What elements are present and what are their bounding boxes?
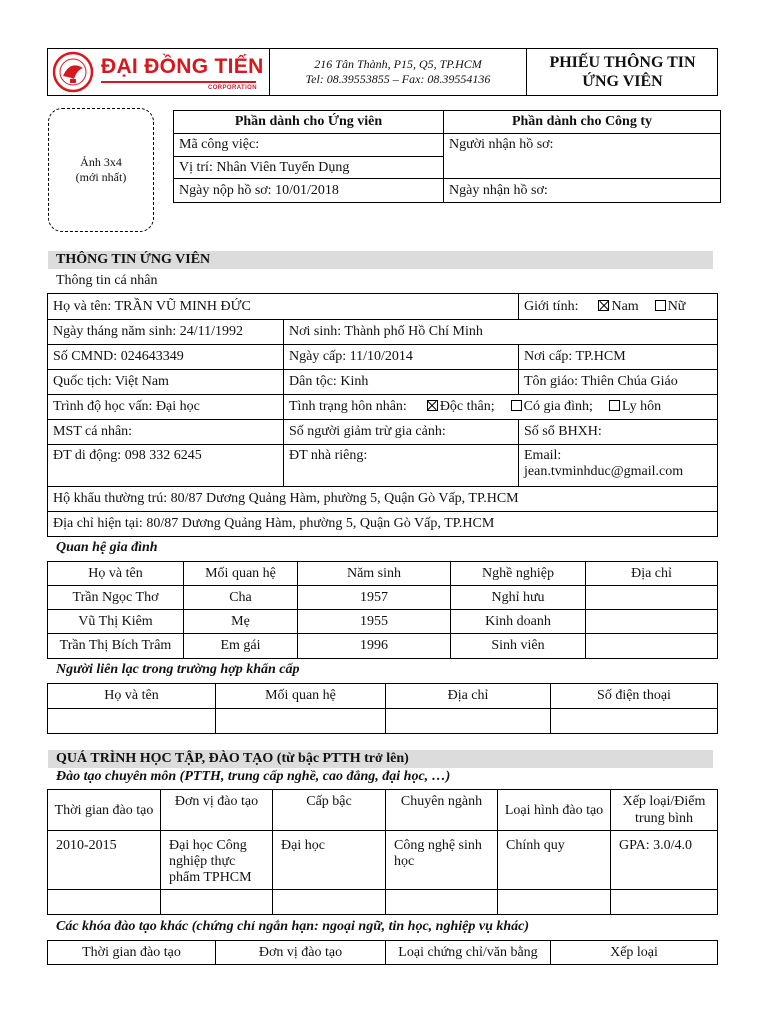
company-emblem-icon — [52, 51, 94, 93]
tax-code-cell: MST cá nhân: — [48, 420, 284, 445]
edu-level — [273, 890, 386, 915]
marital-single-checkbox[interactable] — [427, 400, 438, 411]
family-occupation: Nghỉ hưu — [451, 586, 586, 610]
family-address — [586, 634, 718, 659]
course-col-grade: Xếp loại — [551, 941, 718, 965]
table-row — [48, 586, 718, 610]
family-title: Quan hệ gia đình — [56, 540, 158, 555]
birthplace-cell: Nơi sinh: Thành phố Hồ Chí Minh — [284, 320, 718, 345]
emergency-relation — [216, 709, 386, 734]
edu-col-institution: Đơn vị đào tạo — [161, 790, 273, 831]
edu-institution — [161, 890, 273, 915]
family-col-birth-year: Năm sinh — [298, 562, 451, 586]
professional-training-table — [47, 789, 718, 915]
table-row — [48, 709, 718, 734]
table-row — [48, 890, 718, 915]
emergency-col-address: Địa chỉ — [386, 684, 551, 709]
course-col-certificate: Loại chứng chỉ/văn bằng — [386, 941, 551, 965]
family-col-name: Họ và tên — [48, 562, 184, 586]
id-number-cell: Số CMND: 024643349 — [48, 345, 284, 370]
family-occupation: Kinh doanh — [451, 610, 586, 634]
family-relation: Cha — [184, 586, 298, 610]
table-header-row — [48, 684, 718, 709]
family-address — [586, 610, 718, 634]
edu-col-mode: Loại hình đào tạo — [498, 790, 611, 831]
dependents-cell: Số người giảm trừ gia cảnh: — [284, 420, 519, 445]
photo-label: Ảnh 3x4 — [80, 155, 122, 169]
emergency-col-name: Họ và tên — [48, 684, 216, 709]
course-col-institution: Đơn vị đào tạo — [216, 941, 386, 965]
emergency-contact-title: Người liên lạc trong trường hợp khẩn cấp — [56, 662, 300, 677]
company-contact — [269, 49, 526, 95]
gender-male-checkbox[interactable] — [598, 300, 609, 311]
form-title: PHIẾU THÔNG TIN ỨNG VIÊN — [526, 49, 718, 95]
section-title-education: QUÁ TRÌNH HỌC TẬP, ĐÀO TẠO (từ bậc PTTH trở lên) — [48, 750, 713, 768]
section-title-candidate-info: THÔNG TIN ỨNG VIÊN — [48, 251, 713, 269]
family-relation: Mẹ — [184, 610, 298, 634]
emergency-address — [386, 709, 551, 734]
receive-date-cell: Ngày nhận hồ sơ: — [444, 179, 721, 203]
emergency-name — [48, 709, 216, 734]
table-row — [48, 831, 718, 890]
family-name: Trần Thị Bích Trâm — [48, 634, 184, 659]
edu-mode: Chính quy — [498, 831, 611, 890]
company-section-header: Phần dành cho Công ty — [444, 111, 721, 134]
emergency-contact-table — [47, 683, 718, 734]
full-name-cell: Họ và tên: TRẦN VŨ MINH ĐỨC — [48, 294, 519, 320]
family-address — [586, 586, 718, 610]
email-value: jean.tvminhduc@gmail.com — [524, 464, 684, 479]
dob-cell: Ngày tháng năm sinh: 24/11/1992 — [48, 320, 284, 345]
email-cell — [519, 445, 718, 487]
religion-cell: Tôn giáo: Thiên Chúa Giáo — [519, 370, 718, 395]
edu-level: Đại học — [273, 831, 386, 890]
table-row — [48, 634, 718, 659]
form-header — [47, 48, 718, 96]
family-birth-year: 1957 — [298, 586, 451, 610]
candidate-section-header: Phần dành cho Ứng viên — [174, 111, 444, 134]
ethnicity-cell: Dân tộc: Kinh — [284, 370, 519, 395]
table-header-row — [48, 790, 718, 831]
receiver-cell: Người nhận hồ sơ: — [444, 134, 721, 179]
issue-place-cell: Nơi cấp: TP.HCM — [519, 345, 718, 370]
permanent-address-cell: Hộ khẩu thường trú: 80/87 Dương Quảng Hàm, phường 5, Quận Gò Vấp, TP.HCM — [48, 487, 718, 512]
edu-grade: GPA: 3.0/4.0 — [611, 831, 718, 890]
email-label: Email: — [524, 448, 562, 463]
company-name: ĐẠI ĐỒNG TIẾN — [101, 55, 264, 78]
family-occupation: Sinh viên — [451, 634, 586, 659]
marital-married-checkbox[interactable] — [511, 400, 522, 411]
table-header-row — [48, 562, 718, 586]
current-address-cell: Địa chỉ hiện tại: 80/87 Dương Quảng Hàm, phường 5, Quận Gò Vấp, TP.HCM — [48, 512, 718, 537]
personal-info-subtitle: Thông tin cá nhân — [56, 273, 158, 288]
other-courses-table — [47, 940, 718, 965]
edu-col-major: Chuyên ngành — [386, 790, 498, 831]
family-name: Vũ Thị Kiêm — [48, 610, 184, 634]
edu-mode — [498, 890, 611, 915]
course-col-period: Thời gian đào tạo — [48, 941, 216, 965]
family-col-relation: Mối quan hệ — [184, 562, 298, 586]
nationality-cell: Quốc tịch: Việt Nam — [48, 370, 284, 395]
family-birth-year: 1996 — [298, 634, 451, 659]
edu-col-period: Thời gian đào tạo — [48, 790, 161, 831]
edu-major: Công nghệ sinh học — [386, 831, 498, 890]
family-relation: Em gái — [184, 634, 298, 659]
edu-col-level: Cấp bậc — [273, 790, 386, 831]
edu-period: 2010-2015 — [48, 831, 161, 890]
photo-note: (mới nhất) — [75, 170, 127, 184]
company-address: 216 Tân Thành, P15, Q5, TP.HCM — [314, 57, 482, 71]
edu-grade — [611, 890, 718, 915]
job-code-cell: Mã công việc: — [174, 134, 444, 157]
position-cell: Vị trí: Nhân Viên Tuyển Dụng — [174, 157, 444, 179]
submit-date-cell: Ngày nộp hồ sơ: 10/01/2018 — [174, 179, 444, 203]
edu-col-grade: Xếp loại/Điểm trung bình — [611, 790, 718, 831]
company-logo — [48, 49, 269, 95]
mobile-cell: ĐT di động: 098 332 6245 — [48, 445, 284, 487]
marital-divorced-checkbox[interactable] — [609, 400, 620, 411]
application-table — [173, 110, 721, 203]
logo-underline — [101, 81, 256, 83]
personal-info-table — [47, 293, 718, 537]
edu-period — [48, 890, 161, 915]
photo-placeholder — [48, 108, 154, 232]
education-level-cell: Trình độ học vấn: Đại học — [48, 395, 284, 420]
family-birth-year: 1955 — [298, 610, 451, 634]
home-phone-cell: ĐT nhà riêng: — [284, 445, 519, 487]
emergency-phone — [551, 709, 718, 734]
company-tagline: CORPORATION — [208, 85, 257, 91]
edu-major — [386, 890, 498, 915]
other-courses-title: Các khóa đào tạo khác (chứng chỉ ngắn hạn: ngoại ngữ, tin học, nghiệp vụ khác) — [56, 919, 530, 934]
family-col-address: Địa chỉ — [586, 562, 718, 586]
marital-status-cell: Tình trạng hôn nhân: Độc thân; Có gia đình; Ly hôn — [284, 395, 718, 420]
table-row — [48, 610, 718, 634]
social-insurance-cell: Số sổ BHXH: — [519, 420, 718, 445]
emergency-col-phone: Số điện thoại — [551, 684, 718, 709]
edu-institution: Đại học Công nghiệp thực phẩm TPHCM — [161, 831, 273, 890]
emergency-col-relation: Mối quan hệ — [216, 684, 386, 709]
gender-cell: Giới tính: Nam Nữ — [519, 294, 718, 320]
issue-date-cell: Ngày cấp: 11/10/2014 — [284, 345, 519, 370]
table-header-row — [48, 941, 718, 965]
family-table — [47, 561, 718, 659]
gender-female-checkbox[interactable] — [655, 300, 666, 311]
company-phone-fax: Tel: 08.39553855 – Fax: 08.39554136 — [305, 72, 491, 86]
professional-training-title: Đào tạo chuyên môn (PTTH, trung cấp nghề, cao đẳng, đại học, …) — [56, 769, 451, 784]
family-col-occupation: Nghề nghiệp — [451, 562, 586, 586]
family-name: Trần Ngọc Thơ — [48, 586, 184, 610]
